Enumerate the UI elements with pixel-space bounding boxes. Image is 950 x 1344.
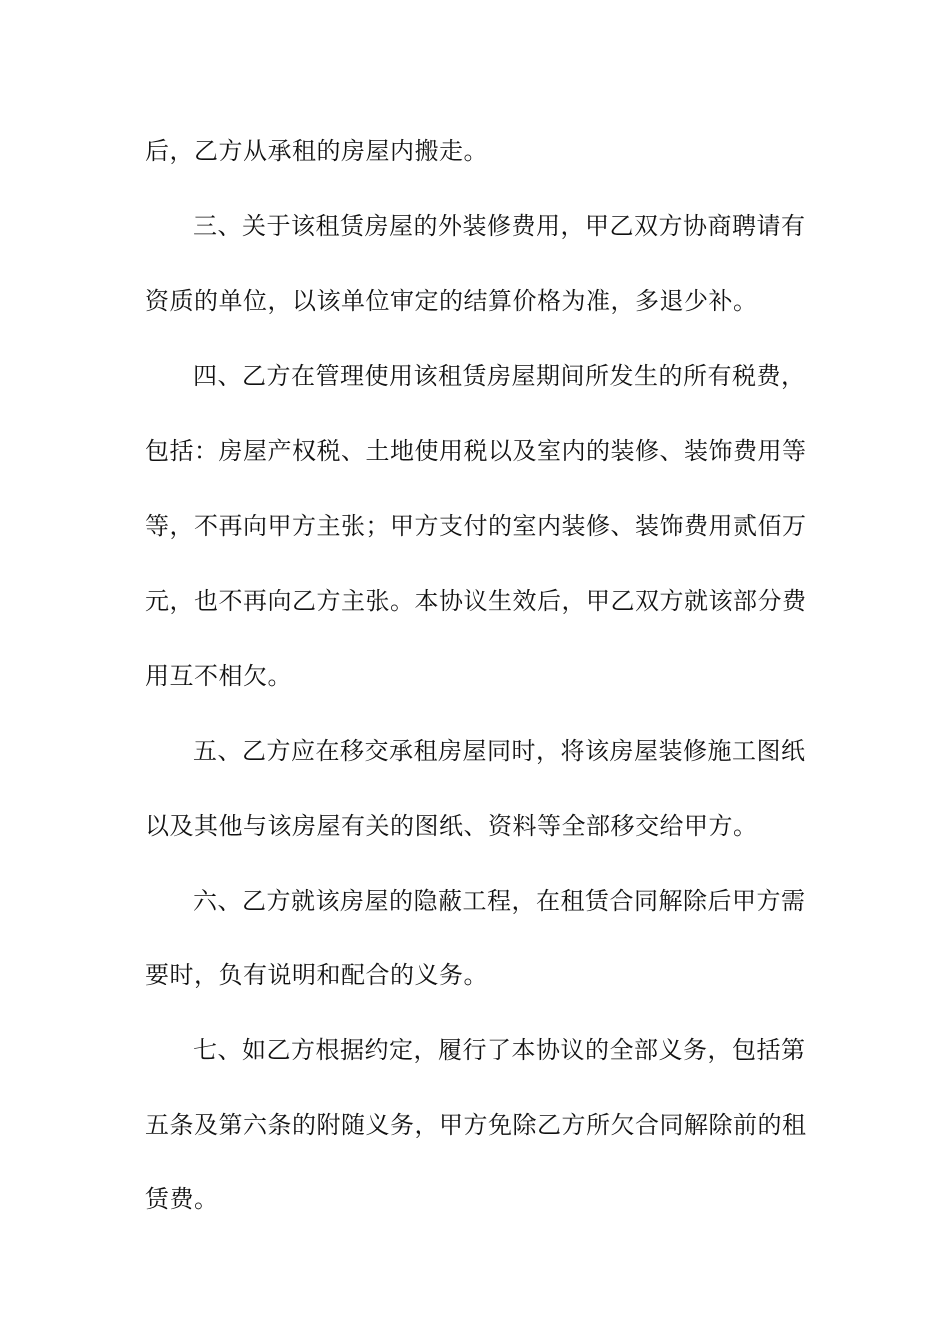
text-line: 三、关于该租赁房屋的外装修费用，甲乙双方协商聘请有	[193, 212, 806, 240]
text-line: 六、乙方就该房屋的隐蔽工程，在租赁合同解除后甲方需	[193, 887, 806, 915]
text-line: 五条及第六条的附随义务，甲方免除乙方所欠合同解除前的租	[145, 1111, 807, 1139]
text-line: 用互不相欠。	[145, 662, 292, 690]
text-line: 资质的单位，以该单位审定的结算价格为准，多退少补。	[145, 287, 758, 315]
text-line: 包括：房屋产权税、土地使用税以及室内的装修、装饰费用等	[145, 437, 807, 465]
text-line: 五、乙方应在移交承租房屋同时，将该房屋装修施工图纸	[193, 737, 806, 765]
text-line: 以及其他与该房屋有关的图纸、资料等全部移交给甲方。	[145, 812, 758, 840]
text-line: 等，不再向甲方主张；甲方支付的室内装修、装饰费用贰佰万	[145, 512, 807, 540]
text-line: 赁费。	[145, 1185, 219, 1213]
text-line: 元，也不再向乙方主张。本协议生效后，甲乙双方就该部分费	[145, 587, 807, 615]
text-line: 要时，负有说明和配合的义务。	[145, 961, 488, 989]
text-line: 七、如乙方根据约定，履行了本协议的全部义务，包括第	[193, 1036, 806, 1064]
text-line: 后，乙方从承租的房屋内搬走。	[145, 137, 488, 165]
text-line: 四、乙方在管理使用该租赁房屋期间所发生的所有税费，	[193, 362, 806, 390]
